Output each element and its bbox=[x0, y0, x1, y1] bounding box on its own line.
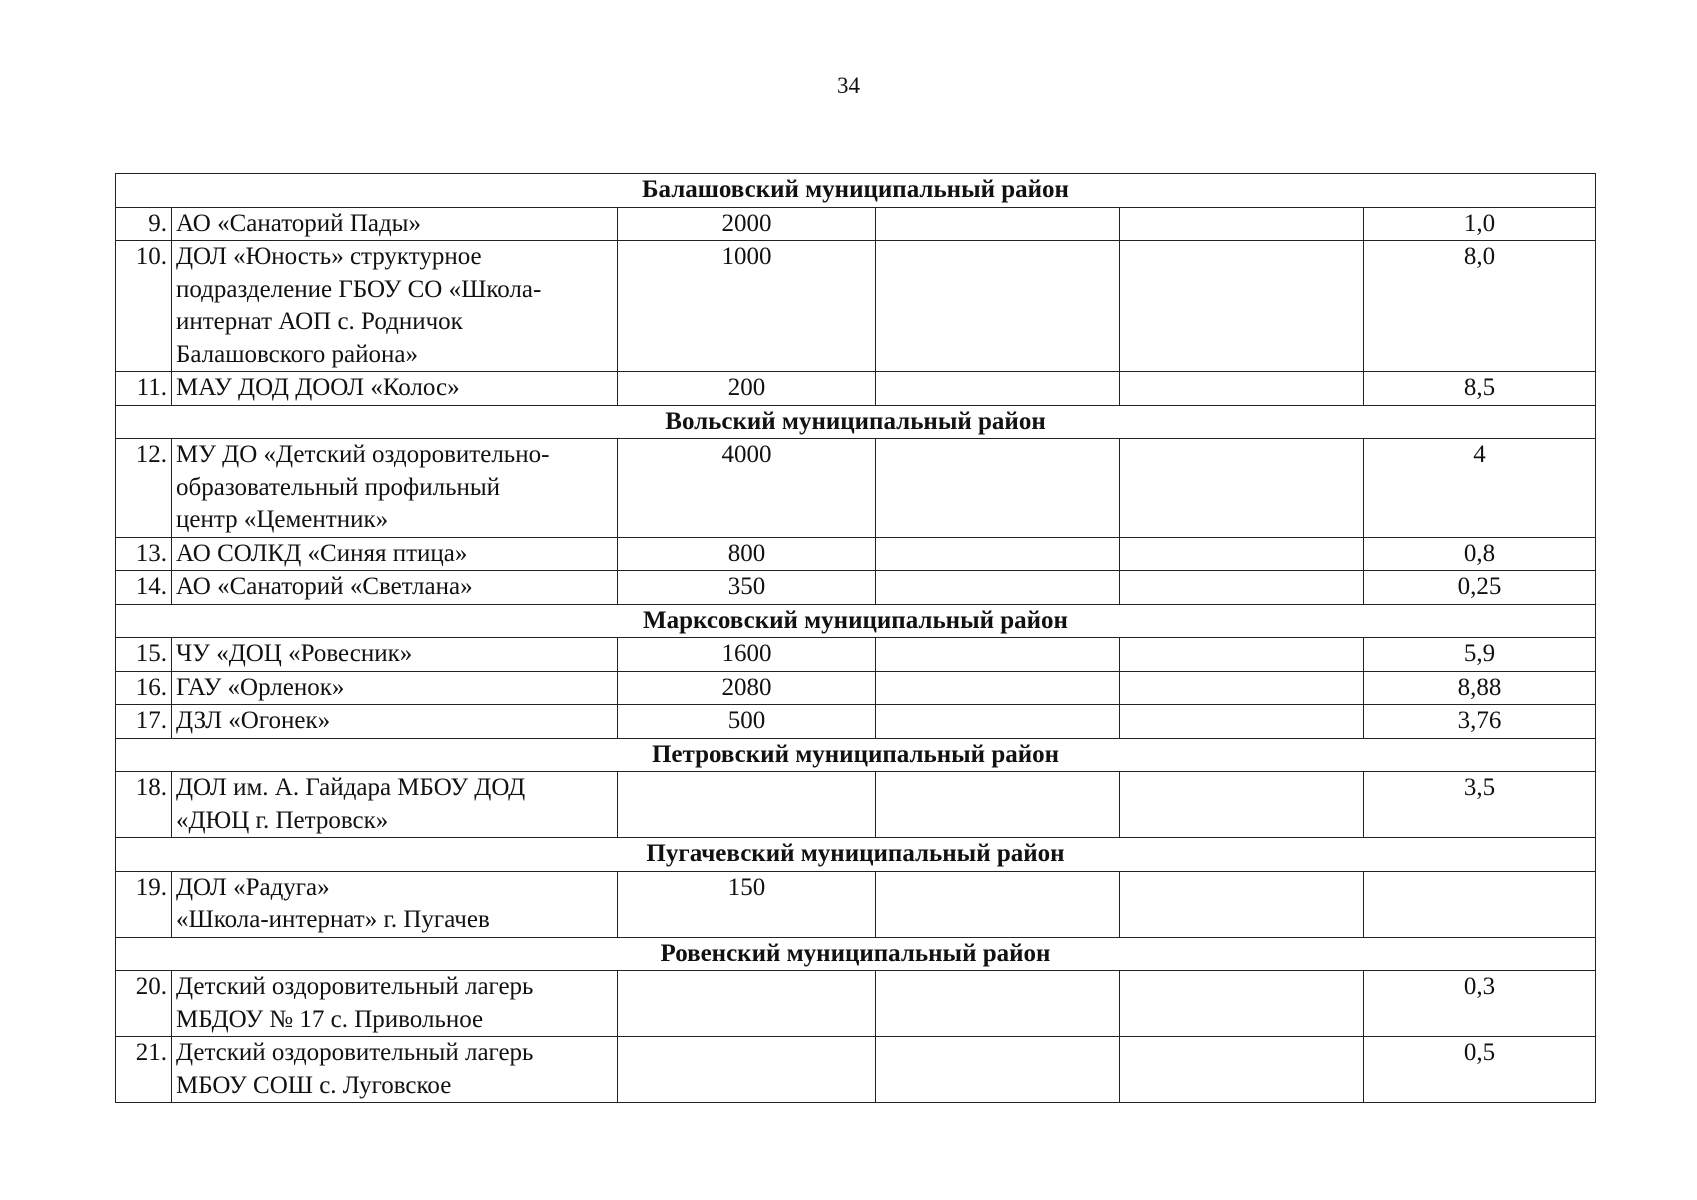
name-line: «ДЮЦ г. Петровск» bbox=[176, 806, 389, 834]
col4-value bbox=[876, 772, 1120, 838]
institution-name: ГАУ «Орленок» bbox=[172, 671, 618, 705]
col5-value bbox=[1120, 439, 1364, 538]
name-line: образовательный профильный bbox=[176, 473, 501, 501]
col3-value: 800 bbox=[618, 537, 876, 571]
row-number: 13. bbox=[116, 537, 172, 571]
col3-value: 200 bbox=[618, 372, 876, 406]
institution-name bbox=[172, 439, 618, 538]
col6-value: 0,8 bbox=[1364, 537, 1596, 571]
col3-value: 4000 bbox=[618, 439, 876, 538]
name-line: ДОЛ «Радуга» bbox=[176, 873, 330, 901]
district-row bbox=[116, 738, 1596, 772]
institution-name bbox=[172, 241, 618, 372]
col5-value bbox=[1120, 971, 1364, 1037]
col3-value bbox=[618, 1037, 876, 1103]
institution-name: АО СОЛКД «Синяя птица» bbox=[172, 537, 618, 571]
table-row bbox=[116, 638, 1596, 672]
district-heading: Петровский муниципальный район bbox=[116, 738, 1596, 772]
col5-value bbox=[1120, 372, 1364, 406]
name-line: Балашовского района» bbox=[176, 340, 418, 368]
row-number: 10. bbox=[116, 241, 172, 372]
col3-value: 1600 bbox=[618, 638, 876, 672]
district-row bbox=[116, 937, 1596, 971]
col5-value bbox=[1120, 772, 1364, 838]
col6-value: 8,0 bbox=[1364, 241, 1596, 372]
name-line: МУ ДО «Детский оздоровительно- bbox=[176, 441, 550, 468]
district-heading: Балашовский муниципальный район bbox=[116, 174, 1596, 208]
name-line: МБОУ СОШ с. Луговское bbox=[176, 1071, 452, 1099]
col5-value bbox=[1120, 571, 1364, 605]
row-number: 12. bbox=[116, 439, 172, 538]
col6-value: 0,3 bbox=[1364, 971, 1596, 1037]
col4-value bbox=[876, 1037, 1120, 1103]
col4-value bbox=[876, 207, 1120, 241]
col4-value bbox=[876, 241, 1120, 372]
col3-value bbox=[618, 772, 876, 838]
district-row bbox=[116, 604, 1596, 638]
table-row bbox=[116, 772, 1596, 838]
col6-value: 1,0 bbox=[1364, 207, 1596, 241]
col3-value: 150 bbox=[618, 871, 876, 937]
institution-name: АО «Санаторий Пады» bbox=[172, 207, 618, 241]
col4-value bbox=[876, 971, 1120, 1037]
col5-value bbox=[1120, 871, 1364, 937]
row-number: 14. bbox=[116, 571, 172, 605]
row-number: 11. bbox=[116, 372, 172, 406]
table-row bbox=[116, 207, 1596, 241]
col4-value bbox=[876, 671, 1120, 705]
col6-value: 8,88 bbox=[1364, 671, 1596, 705]
col6-value: 4 bbox=[1364, 439, 1596, 538]
row-number: 20. bbox=[116, 971, 172, 1037]
institution-name: ЧУ «ДОЦ «Ровесник» bbox=[172, 638, 618, 672]
col4-value bbox=[876, 571, 1120, 605]
institution-name bbox=[172, 971, 618, 1037]
row-number: 16. bbox=[116, 671, 172, 705]
col3-value: 1000 bbox=[618, 241, 876, 372]
col4-value bbox=[876, 537, 1120, 571]
col3-value: 2080 bbox=[618, 671, 876, 705]
col6-value: 0,5 bbox=[1364, 1037, 1596, 1103]
district-row bbox=[116, 405, 1596, 439]
row-number: 17. bbox=[116, 705, 172, 739]
name-line: Детский оздоровительный лагерь bbox=[176, 1039, 534, 1066]
col4-value bbox=[876, 439, 1120, 538]
table-row bbox=[116, 439, 1596, 538]
data-table bbox=[115, 173, 1596, 1103]
col6-value bbox=[1364, 871, 1596, 937]
table-row bbox=[116, 372, 1596, 406]
table-row bbox=[116, 871, 1596, 937]
name-line: Детский оздоровительный лагерь bbox=[176, 973, 534, 1000]
page-number: 34 bbox=[837, 73, 860, 98]
row-number: 18. bbox=[116, 772, 172, 838]
col4-value bbox=[876, 871, 1120, 937]
name-line: подразделение ГБОУ СО «Школа- bbox=[176, 275, 542, 303]
col6-value: 8,5 bbox=[1364, 372, 1596, 406]
col5-value bbox=[1120, 537, 1364, 571]
col5-value bbox=[1120, 638, 1364, 672]
row-number: 15. bbox=[116, 638, 172, 672]
table-row bbox=[116, 537, 1596, 571]
col4-value bbox=[876, 638, 1120, 672]
col5-value bbox=[1120, 207, 1364, 241]
district-heading: Пугачевский муниципальный район bbox=[116, 838, 1596, 872]
col3-value: 350 bbox=[618, 571, 876, 605]
row-number: 21. bbox=[116, 1037, 172, 1103]
col3-value: 500 bbox=[618, 705, 876, 739]
institution-name bbox=[172, 1037, 618, 1103]
col6-value: 5,9 bbox=[1364, 638, 1596, 672]
name-line: центр «Цементник» bbox=[176, 506, 389, 533]
col6-value: 3,5 bbox=[1364, 772, 1596, 838]
district-row bbox=[116, 838, 1596, 872]
row-number: 9. bbox=[116, 207, 172, 241]
col4-value bbox=[876, 705, 1120, 739]
district-heading: Ровенский муниципальный район bbox=[116, 937, 1596, 971]
col3-value: 2000 bbox=[618, 207, 876, 241]
col5-value bbox=[1120, 671, 1364, 705]
table-row bbox=[116, 241, 1596, 372]
name-line: «Школа-интернат» г. Пугачев bbox=[176, 906, 490, 933]
name-line: интернат АОП с. Родничок bbox=[176, 308, 463, 335]
name-line: ДОЛ им. А. Гайдара МБОУ ДОД bbox=[176, 774, 526, 801]
col6-value: 0,25 bbox=[1364, 571, 1596, 605]
table-row bbox=[116, 671, 1596, 705]
table-row bbox=[116, 571, 1596, 605]
col3-value bbox=[618, 971, 876, 1037]
institution-name bbox=[172, 772, 618, 838]
district-heading: Вольский муниципальный район bbox=[116, 405, 1596, 439]
row-number: 19. bbox=[116, 871, 172, 937]
table-row bbox=[116, 705, 1596, 739]
col5-value bbox=[1120, 241, 1364, 372]
table-row bbox=[116, 1037, 1596, 1103]
name-line: ДОЛ «Юность» структурное bbox=[176, 243, 482, 270]
name-line: МБДОУ № 17 с. Привольное bbox=[176, 1005, 484, 1033]
col4-value bbox=[876, 372, 1120, 406]
col5-value bbox=[1120, 1037, 1364, 1103]
institution-name: АО «Санаторий «Светлана» bbox=[172, 571, 618, 605]
district-row bbox=[116, 174, 1596, 208]
col6-value: 3,76 bbox=[1364, 705, 1596, 739]
district-heading: Марксовский муниципальный район bbox=[116, 604, 1596, 638]
table-row bbox=[116, 971, 1596, 1037]
institution-name bbox=[172, 871, 618, 937]
col5-value bbox=[1120, 705, 1364, 739]
institution-name: МАУ ДОД ДООЛ «Колос» bbox=[172, 372, 618, 406]
institution-name: ДЗЛ «Огонек» bbox=[172, 705, 618, 739]
